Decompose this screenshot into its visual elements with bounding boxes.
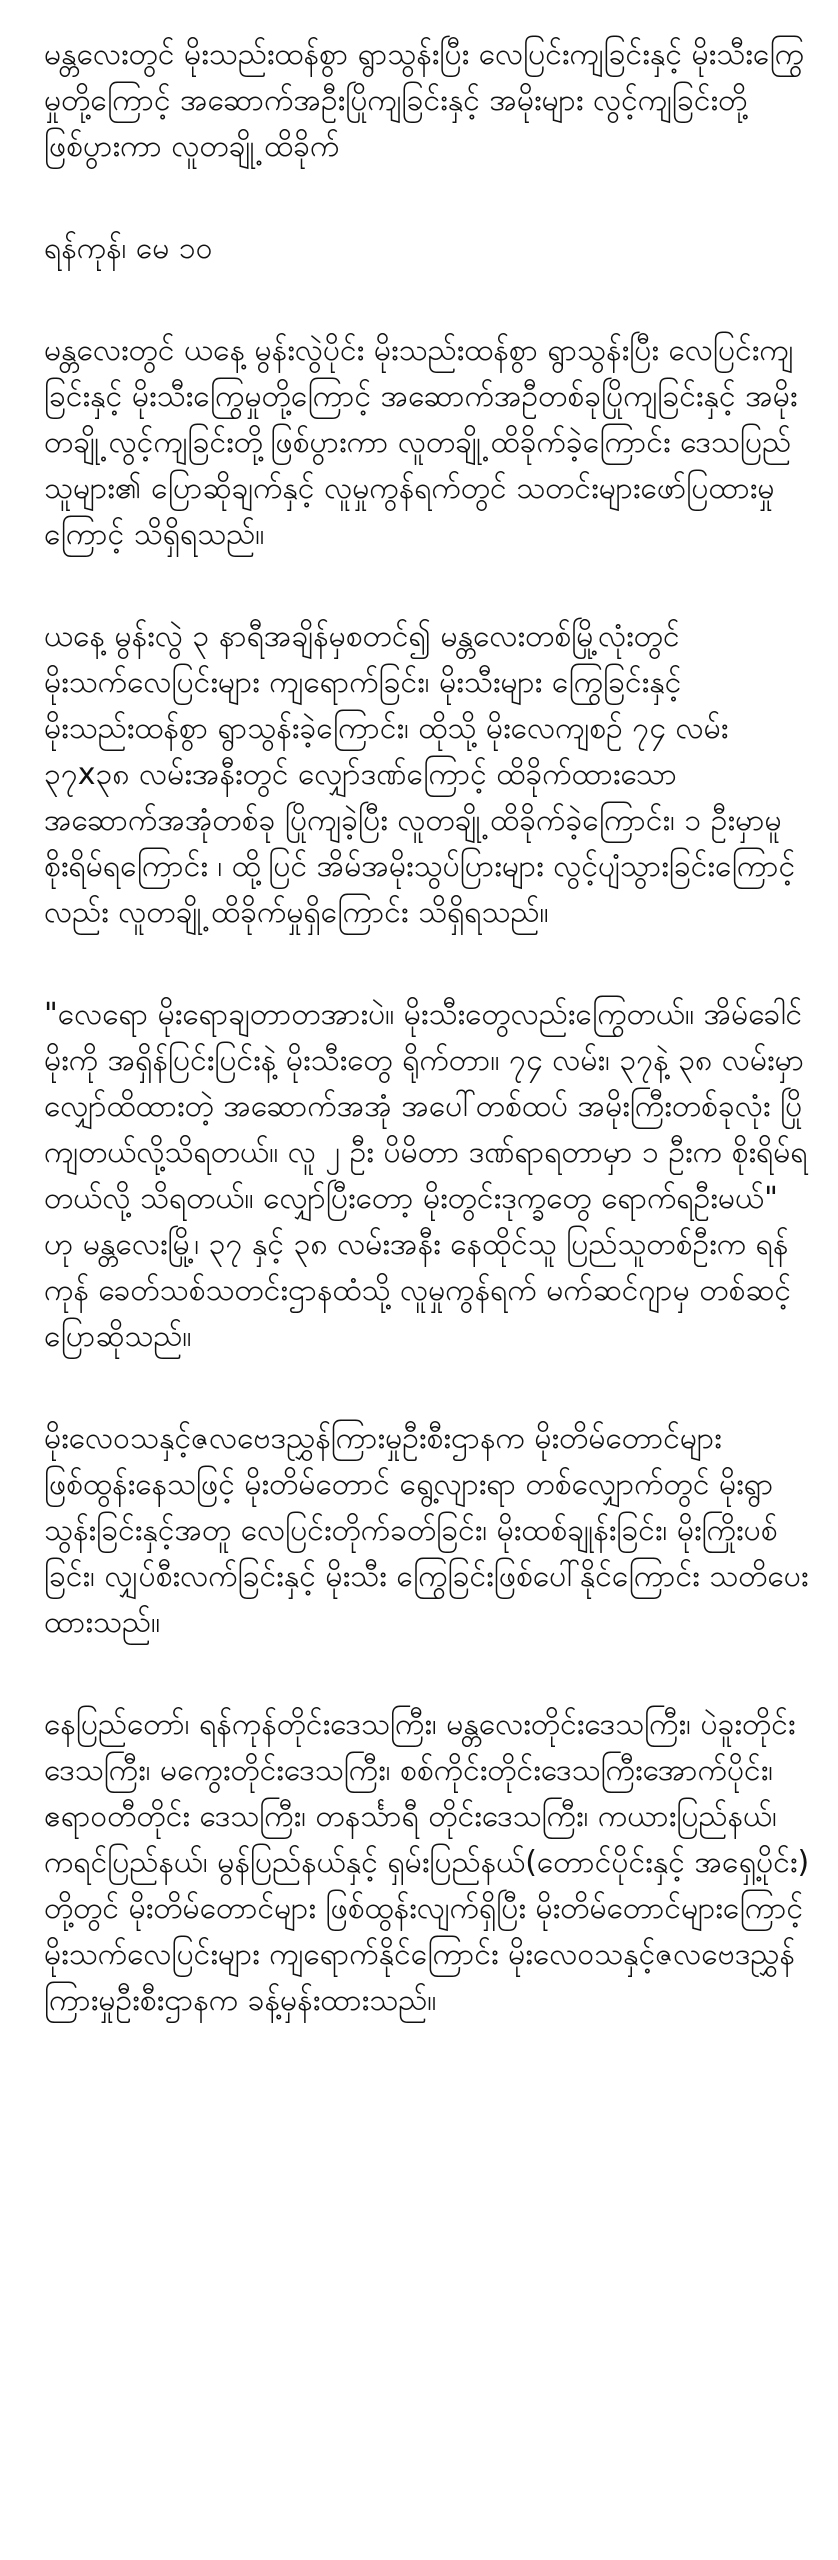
article-paragraph-2: ယနေ့ မွန်းလွဲ ၃ နာရီအချိန်မှစတင်၍ မန္တလေးတစ်မြို့လုံးတွင် မိုးသက်လေပြင်းများ ကျရောက်ခြင်း၊ မိုးသီးများ ကြွေခြင်းနှင့် မိုးသည်းထန်စွာ ရွာသွန်းခဲ့ကြောင်း၊ ထိုသို့ မိုးလေကျစဉ် ၇၄ လမ်း ၃၇x၃၈ လမ်းအနီးတွင် လျှော်ဒဏ်ကြောင့် ထိခိုက်ထားသော အဆောက်အအုံတစ်ခု ပြိုကျခဲ့ပြီး လူတချို့ ထိခိုက်ခဲ့ကြောင်း၊ ၁ ဦးမှာမူ စိုးရိမ်ရကြောင်း ၊ ထို့ပြင် အိမ်အမိုးသွပ်ပြားများ လွင့်ပျံသွားခြင်းကြောင့်လည်း လူတချို့ ထိခိုက်မှုရှိကြောင်း သိရှိရသည်။ [44,619,796,930]
article-paragraph-1: မန္တလေးတွင် ယနေ့ မွန်းလွဲပိုင်း မိုးသည်းထန်စွာ ရွာသွန်းပြီး လေပြင်းကျခြင်းနှင့် မိုးသီးကြွေမှုတို့ကြောင့် အဆောက်အဦတစ်ခုပြိုကျခြင်းနှင့် အမိုးတချို့ လွင့်ကျခြင်းတို့ဖြစ်ပွားကာ လူတချို့ ထိခိုက်ခဲ့ကြောင်း ဒေသပြည်သူများ၏ ပြောဆိုချက်နှင့် လူမှုကွန်ရက်တွင် သတင်းများဖော်ပြထားမှုကြောင့် သိရှိရသည်။ [44,333,798,552]
article-paragraph-3: "လေရော မိုးရောချတာတအားပဲ။ မိုးသီးတွေလည်းကြွေတယ်။ အိမ်ခေါင်မိုးကို အရှိန်ပြင်းပြင်းနဲ့ မိုးသီးတွေ ရိုက်တာ။ ၇၄ လမ်း၊ ၃၇နဲ့ ၃၈ လမ်းမှာ လျှော်ထိထားတဲ့ အဆောက်အအုံ အပေါ်တစ်ထပ် အမိုးကြီးတစ်ခုလုံး ပြိုကျတယ်လို့သိရတယ်။ လူ ၂ ဦး ပိမိတာ ဒဏ်ရာရတာမှာ ၁ ဦးက စိုးရိမ်ရတယ်လို့ သိရတယ်။ လျှော်ပြီးတော့ မိုးတွင်းဒုက္ခတွေ ရောက်ရဦးမယ်" ဟု မန္တလေးမြို့၊ ၃၇ နှင့် ၃၈ လမ်းအနီး နေထိုင်သူ ပြည်သူတစ်ဦးက ရန်ကုန် ခေတ်သစ်သတင်းဌာနထံသို့ လူမှုကွန်ရက် မက်ဆင်ဂျာမှ တစ်ဆင့်ပြောဆိုသည်။ [44,997,808,1354]
article-paragraph-5: နေပြည်တော်၊ ရန်ကုန်တိုင်းဒေသကြီး၊ မန္တလေးတိုင်းဒေသကြီး၊ ပဲခူးတိုင်း ဒေသကြီး၊ မကွေးတိုင်းဒေသကြီး၊ စစ်ကိုင်းတိုင်းဒေသကြီးအောက်ပိုင်း၊ ဧရာဝတီတိုင်း ဒေသကြီး၊ တနင်္သာရီ တိုင်းဒေသကြီး၊ ကယားပြည်နယ်၊ ကရင်ပြည်နယ်၊ မွန်ပြည်နယ်နှင့် ရှမ်းပြည်နယ်(တောင်ပိုင်းနှင့် အရှေ့ပိုင်း) တို့တွင် မိုးတိမ်တောင်များ ဖြစ်ထွန်းလျက်ရှိပြီး မိုးတိမ်တောင်များကြောင့် မိုးသက်လေပြင်းများ ကျရောက်နိုင်ကြောင်း မိုးလေဝသနှင့်ဇလဗေဒညွှန်ကြားမှုဦးစီးဌာနက ခန့်မှန်းထားသည်။ [44,1707,810,2018]
article-paragraph-4: မိုးလေဝသနှင့်ဇလဗေဒညွှန်ကြားမှုဦးစီးဌာနက မိုးတိမ်တောင်များဖြစ်ထွန်းနေသဖြင့် မိုးတိမ်တောင် ရွေ့လျားရာ တစ်လျှောက်တွင် မိုးရွာသွန်းခြင်းနှင့်အတူ လေပြင်းတိုက်ခတ်ခြင်း၊ မိုးထစ်ချုန်းခြင်း၊ မိုးကြိုးပစ်ခြင်း၊ လျှပ်စီးလက်ခြင်းနှင့် မိုးသီး ကြွေခြင်းဖြစ်ပေါ်နိုင်ကြောင်း သတိပေးထားသည်။ [44,1421,809,1640]
article-headline: မန္တလေးတွင် မိုးသည်းထန်စွာ ရွာသွန်းပြီး လေပြင်းကျခြင်းနှင့် မိုးသီးကြွေမှုတို့ကြောင့် အဆောက်အဦးပြိုကျခြင်းနှင့် အမိုးများ လွင့်ကျခြင်းတို့ဖြစ်ပွားကာ လူတချို့ ထိခိုက် [44,37,805,164]
news-article [44,32,810,2080]
article-dateline: ရန်ကုန်၊ မေ ၁၀ [44,231,213,266]
